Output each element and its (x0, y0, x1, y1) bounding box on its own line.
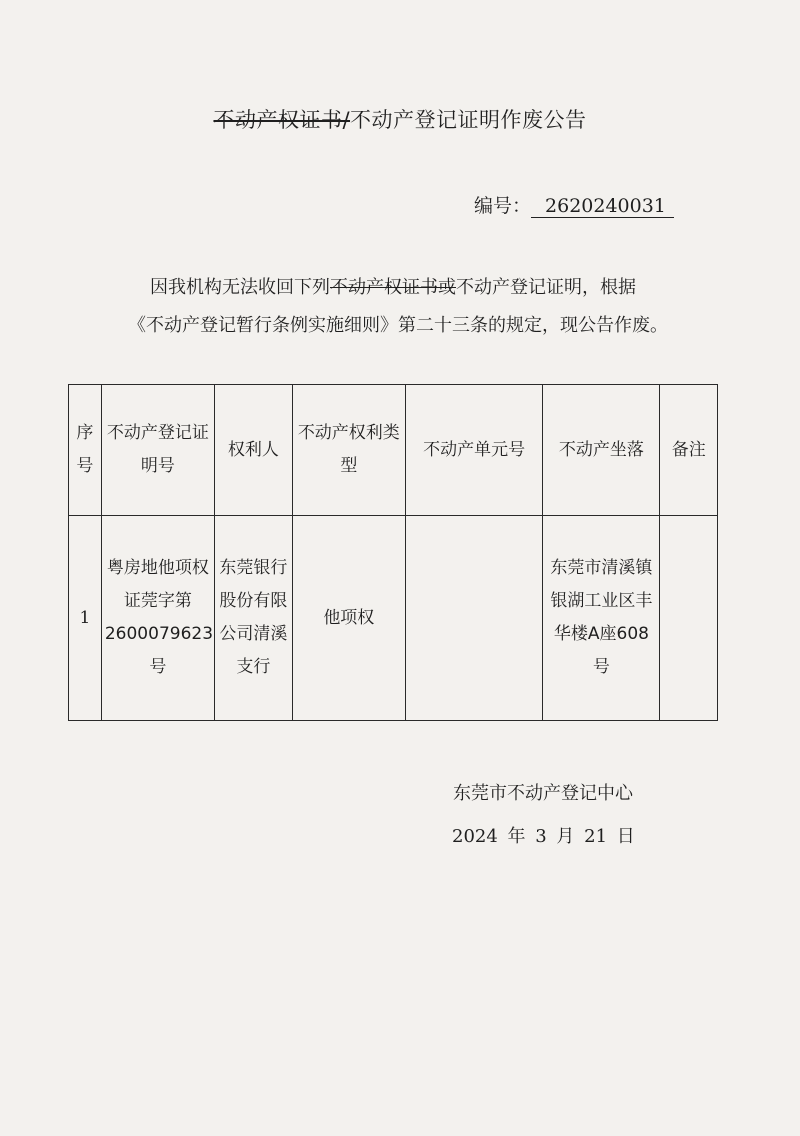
header-seq: 序号 (69, 385, 102, 516)
title-struck-text: 不动产权证书/ (213, 108, 351, 132)
cell-location: 东莞市清溪镇银湖工业区丰华楼A座608号 (543, 516, 660, 721)
header-note: 备注 (660, 385, 718, 516)
issuer-name: 东莞市不动产登记中心 (453, 783, 633, 804)
para1-before: 因我机构无法收回下列 (150, 277, 330, 298)
cell-note (660, 516, 718, 721)
page-title (0, 104, 800, 134)
para1-struck: 不动产权证书或 (330, 277, 456, 298)
cell-cert: 粤房地他项权证莞字第2600079623号 (101, 516, 214, 721)
document-number-value: 2620240031 (531, 195, 674, 218)
title-text: 不动产登记证明作废公告 (350, 108, 587, 132)
issue-date: 2024 年 3 月 21 日 (452, 826, 635, 847)
cell-unit (405, 516, 543, 721)
para1-after: 不动产登记证明，根据 (456, 277, 636, 298)
void-certificate-table (68, 384, 718, 721)
document-number-label: 编号： (474, 195, 532, 217)
cell-seq: 1 (69, 516, 102, 721)
notice-paragraph-line2: 《不动产登记暂行条例实施细则》第二十三条的规定，现公告作废。 (128, 315, 668, 336)
table-row (69, 516, 718, 721)
notice-paragraph-line1 (150, 269, 730, 307)
cell-owner: 东莞银行股份有限公司清溪支行 (214, 516, 292, 721)
header-location: 不动产坐落 (543, 385, 660, 516)
document-number (474, 191, 674, 218)
header-unit: 不动产单元号 (405, 385, 543, 516)
header-owner: 权利人 (214, 385, 292, 516)
header-cert: 不动产登记证明号 (101, 385, 214, 516)
table-header-row (69, 385, 718, 516)
header-type: 不动产权利类型 (292, 385, 405, 516)
cell-type: 他项权 (292, 516, 405, 721)
